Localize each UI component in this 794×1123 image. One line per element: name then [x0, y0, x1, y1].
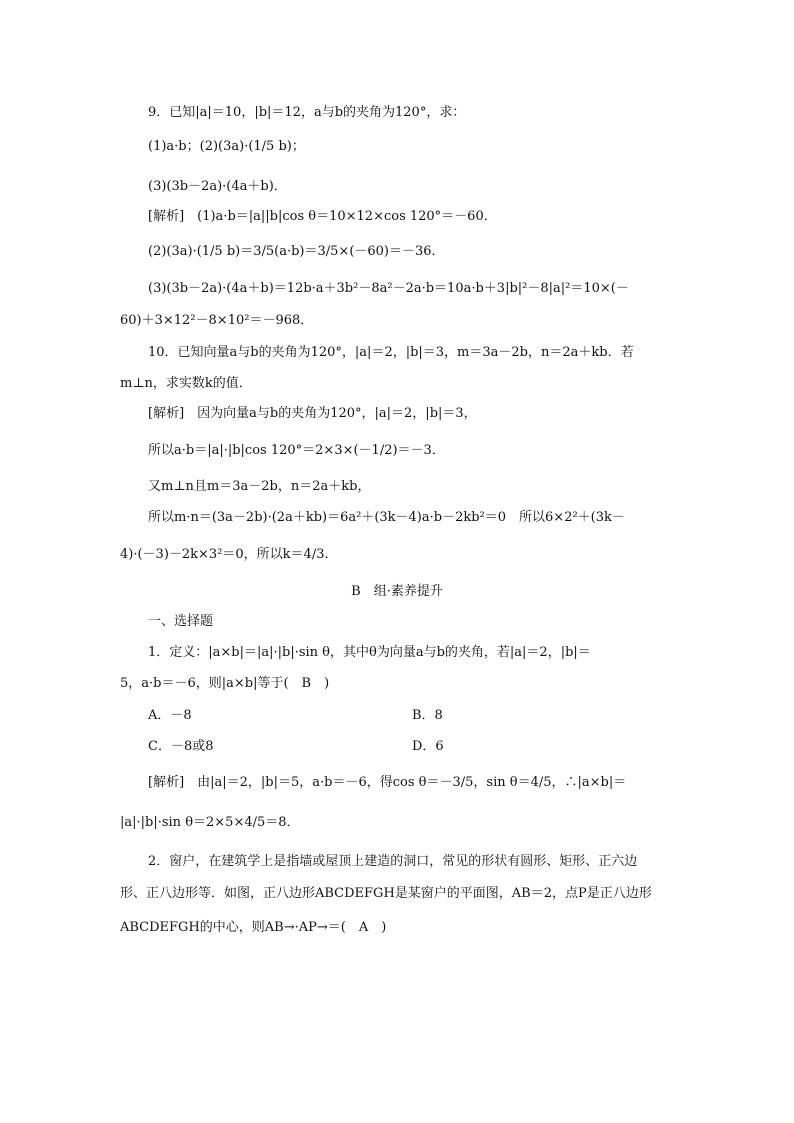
q10-solution-3: 又m⊥n且m＝3a－2b，n＝2a＋kb，	[148, 479, 371, 494]
q10-solution-2: 所以a·b＝|a|·|b|cos 120°＝2×3×(－1/2)＝－3．	[148, 443, 445, 458]
q9-solution-3-cont: 60)＋3×12²－8×10²＝－968．	[120, 313, 314, 328]
q1-solution-2: |a|·|b|·sin θ＝2×5×4/5＝8．	[120, 815, 300, 830]
q1-option-a: A．－8	[148, 708, 192, 723]
q9-solution-3: (3)(3b－2a)·(4a＋b)＝12b·a＋3b²－8a²－2a·b＝10a·b＋3|b|²－8|a|²＝10×(－	[148, 281, 629, 296]
q9-part3: (3)(3b－2a)·(4a＋b)．	[148, 179, 287, 194]
q1-option-c: C．－8或8	[148, 739, 214, 754]
q2-stem-cont-2: ABCDEFGH的中心，则AB→·AP→＝( A )	[120, 920, 387, 935]
q9-solution-2: (2)(3a)·(1/5 b)＝3/5(a·b)＝3/5×(－60)＝－36．	[148, 244, 445, 259]
q10-stem-cont: m⊥n，求实数k的值．	[120, 376, 252, 391]
q2-stem: 2．窗户，在建筑学上是指墙或屋顶上建造的洞口，常见的形状有圆形、矩形、正六边	[148, 854, 638, 869]
q9-part1-2: (1)a·b；(2)(3a)·(1/5 b)；	[148, 139, 305, 154]
q10-stem: 10．已知向量a与b的夹角为120°，|a|＝2，|b|＝3，m＝3a－2b，n＝2a＋kb．若	[148, 345, 634, 360]
q10-solution-4-cont: 4)·(－3)－2k×3²＝0，所以k＝4/3．	[120, 547, 338, 562]
q10-solution-4: 所以m·n＝(3a－2b)·(2a＋kb)＝6a²＋(3k－4)a·b－2kb²＝0 所以6×2²＋(3k－	[148, 510, 625, 525]
q1-option-d: D．6	[412, 739, 444, 754]
q9-solution-1: [解析] (1)a·b＝|a||b|cos θ＝10×12×cos 120°＝－60．	[148, 209, 497, 224]
q1-option-b: B．8	[412, 708, 443, 723]
q1-solution-1: [解析] 由|a|＝2，|b|＝5，a·b＝－6，得cos θ＝－3/5，sin θ＝4/5，∴|a×b|＝	[148, 775, 627, 790]
q1-stem-cont: 5，a·b＝－6，则|a×b|等于( B )	[120, 676, 330, 691]
q10-solution-1: [解析] 因为向量a与b的夹角为120°，|a|＝2，|b|＝3，	[148, 406, 477, 421]
section-choice-heading: 一、选择题	[148, 614, 214, 629]
q2-stem-cont: 形、正八边形等．如图，正八边形ABCDEFGH是某窗户的平面图，AB＝2，点P是正八边形	[120, 886, 652, 901]
q9-stem: 9．已知|a|＝10，|b|＝12，a与b的夹角为120°，求：	[148, 105, 466, 120]
q1-stem: 1．定义：|a×b|＝|a|·|b|·sin θ，其中θ为向量a与b的夹角，若|a|＝2，|b|＝	[148, 645, 591, 660]
section-b-title: B 组·素养提升	[351, 584, 443, 599]
